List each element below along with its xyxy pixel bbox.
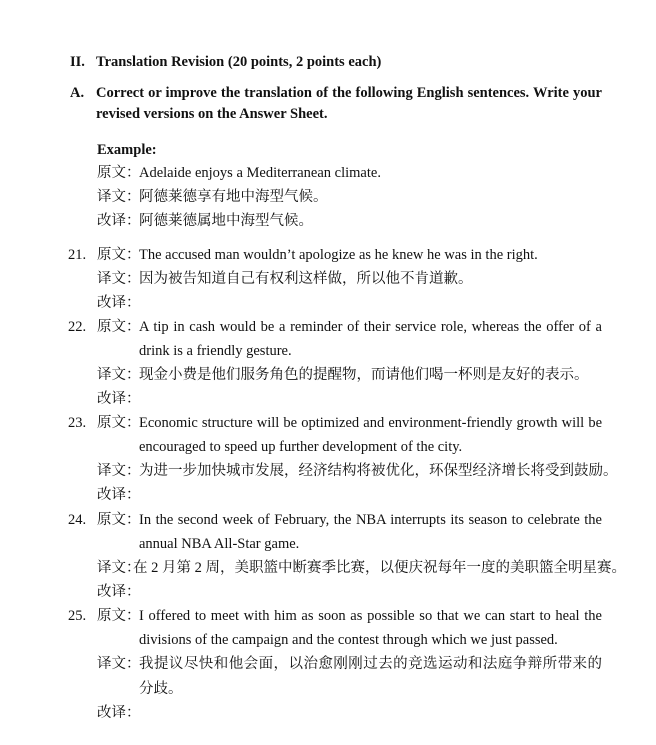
item-revision-label: 改译： [97, 584, 141, 600]
item-number: 24. [68, 512, 87, 528]
item-source-label: 原文： [97, 608, 141, 624]
item-revision-label: 改译： [97, 391, 141, 407]
item-translation-line: 为进一步加快城市发展，经济结构将被优化，环保型经济增长将受到鼓励。 [139, 463, 618, 479]
item-translation-label: 译文： [97, 271, 141, 287]
item-source-line: I offered to meet with him as soon as possible so that we can start to heal the [139, 608, 602, 624]
item-source-label: 原文： [97, 415, 141, 431]
item-source-label: 原文： [97, 512, 141, 528]
part-a-letter: A. [70, 85, 85, 101]
item-number: 25. [68, 608, 87, 624]
item-source-label: 原文： [97, 247, 141, 263]
item-revision-label: 改译： [97, 487, 141, 503]
example-translation-text: 阿德莱德享有地中海型气候。 [139, 189, 328, 205]
item-number: 22. [68, 319, 87, 335]
item-translation-label: 译文： [97, 560, 141, 576]
item-source-line: A tip in cash would be a reminder of their service role, whereas the offer of a [139, 319, 602, 335]
item-revision-label: 改译： [97, 705, 141, 721]
part-a-instruction-line2: revised versions on the Answer Sheet. [96, 106, 328, 122]
item-source-line: encouraged to speed up further development of the city. [139, 439, 463, 455]
item-number: 21. [68, 247, 87, 263]
item-translation-line: 因为被告知道自己有权利这样做，所以他不肯道歉。 [139, 271, 473, 287]
item-translation-line: 分歧。 [139, 681, 183, 697]
item-source-line: annual NBA All-Star game. [139, 536, 300, 552]
item-source-line: In the second week of February, the NBA interrupts its season to celebrate the [139, 512, 602, 528]
part-a-instruction-line1: Correct or improve the translation of the following English sentences. Write your [96, 85, 602, 101]
item-source-line: The accused man wouldn’t apologize as he knew he was in the right. [139, 247, 538, 263]
item-translation-label: 译文： [97, 367, 141, 383]
example-source-label: 原文： [97, 165, 141, 181]
example-revision-label: 改译： [97, 213, 141, 229]
item-translation-line: 在 2 月第 2 周，美职篮中断赛季比赛，以便庆祝每年一度的美职篮全明星赛。 [133, 560, 626, 576]
item-translation-label: 译文： [97, 463, 141, 479]
item-translation-label: 译文： [97, 656, 141, 672]
example-source-text: Adelaide enjoys a Mediterranean climate. [139, 165, 381, 181]
example-heading: Example: [97, 142, 157, 158]
item-source-line: divisions of the campaign and the contest through which we just passed. [139, 632, 558, 648]
item-source-label: 原文： [97, 319, 141, 335]
example-revision-text: 阿德莱德属地中海型气候。 [139, 213, 313, 229]
item-number: 23. [68, 415, 87, 431]
example-translation-label: 译文： [97, 189, 141, 205]
item-translation-line: 现金小费是他们服务角色的提醒物，而请他们喝一杯则是友好的表示。 [139, 367, 589, 383]
item-source-line: Economic structure will be optimized and environment-friendly growth will be [139, 415, 602, 431]
item-source-line: drink is a friendly gesture. [139, 343, 292, 359]
section-title: Translation Revision (20 points, 2 points each) [96, 54, 382, 70]
item-translation-line: 我提议尽快和他会面，以治愈刚刚过去的竞选运动和法庭争辩所带来的 [139, 656, 602, 672]
item-revision-label: 改译： [97, 295, 141, 311]
section-number: II. [70, 54, 85, 70]
